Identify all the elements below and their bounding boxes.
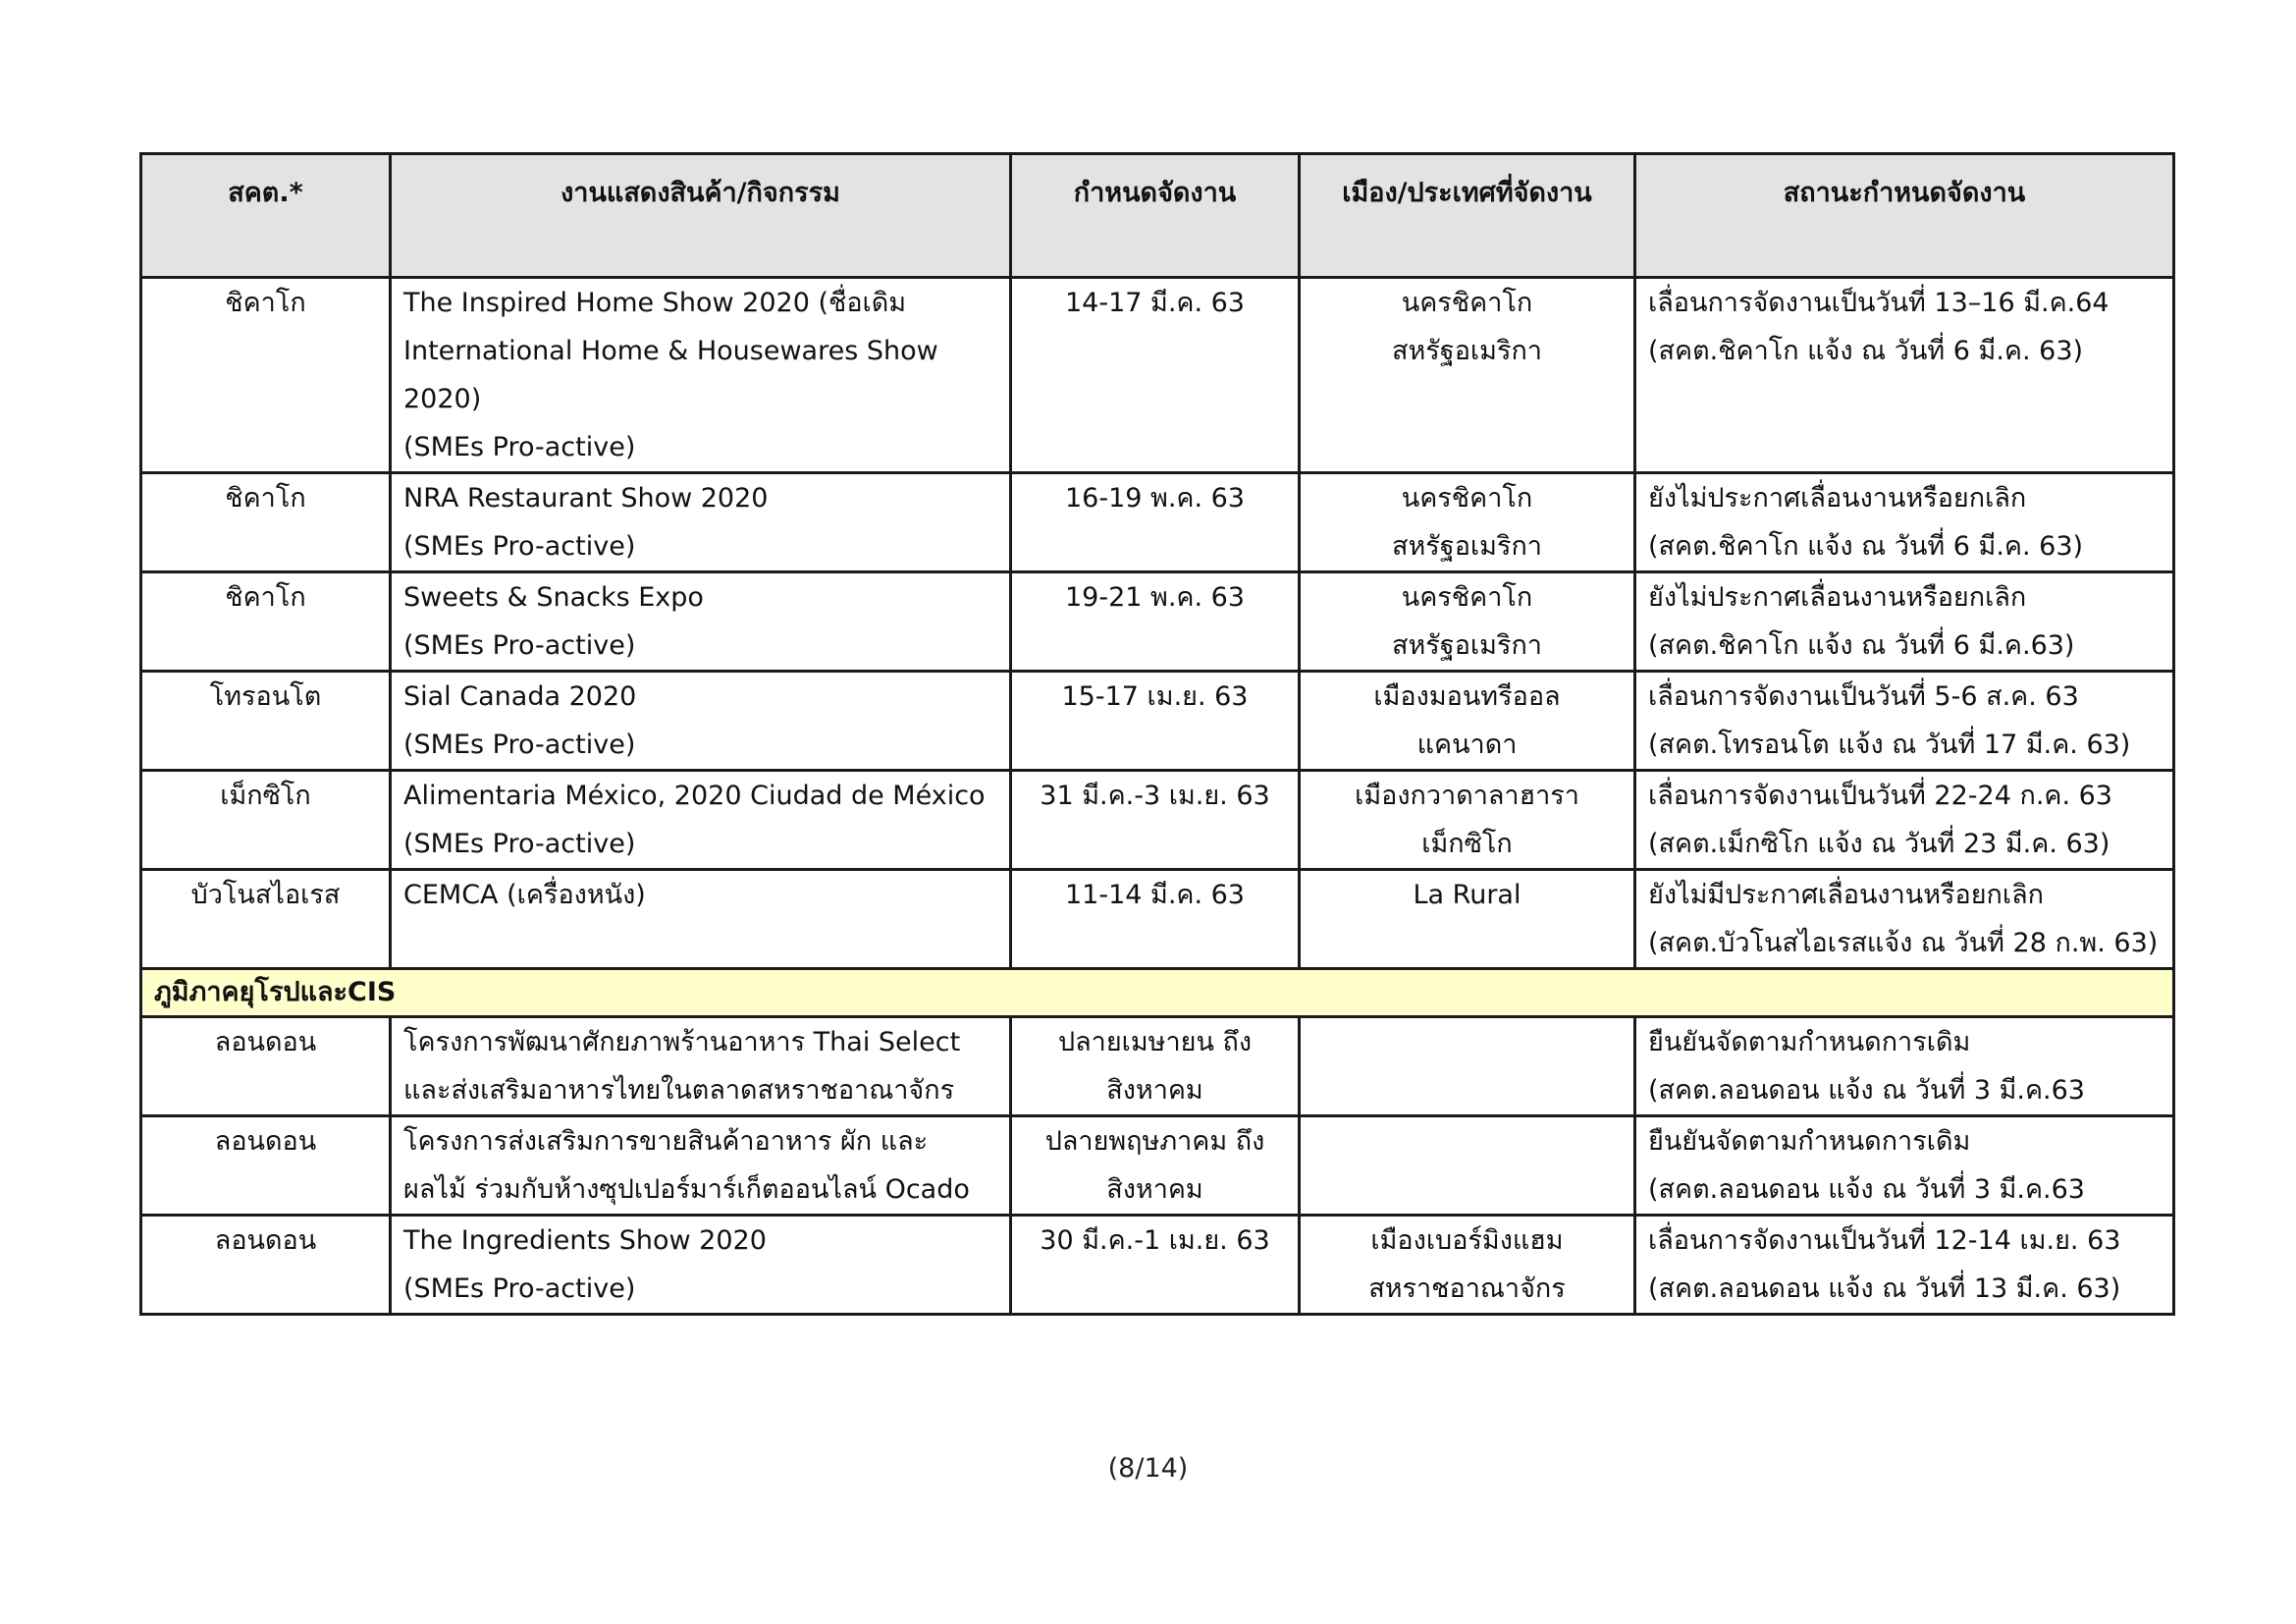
office-cell: ชิคาโก — [141, 278, 391, 473]
office-cell: ลอนดอน — [141, 1116, 391, 1216]
page-number: (8/14) — [1107, 1453, 1189, 1484]
event-cell: Sial Canada 2020 (SMEs Pro-active) — [391, 672, 1011, 771]
header-location: เมือง/ประเทศที่จัดงาน — [1300, 154, 1635, 278]
status-cell: ยังไม่ประกาศเลื่อนงานหรือยกเลิก (สคต.ชิคาโก แจ้ง ณ วันที่ 6 มี.ค. 63) — [1635, 473, 2174, 572]
header-status: สถานะกำหนดจัดงาน — [1635, 154, 2174, 278]
status-cell: เลื่อนการจัดงานเป็นวันที่ 12-14 เม.ย. 63 (สคต.ลอนดอน แจ้ง ณ วันที่ 13 มี.ค. 63) — [1635, 1216, 2174, 1315]
header-event: งานแสดงสินค้า/กิจกรรม — [391, 154, 1011, 278]
event-cell: Sweets & Snacks Expo (SMEs Pro-active) — [391, 572, 1011, 672]
office-cell: ลอนดอน — [141, 1216, 391, 1315]
event-cell: โครงการพัฒนาศักยภาพร้านอาหาร Thai Select และส่งเสริมอาหารไทยในตลาดสหราชอาณาจักร — [391, 1017, 1011, 1116]
location-cell: นครชิคาโก สหรัฐอเมริกา — [1300, 572, 1635, 672]
dates-cell: 30 มี.ค.-1 เม.ย. 63 — [1011, 1216, 1300, 1315]
dates-cell: 15-17 เม.ย. 63 — [1011, 672, 1300, 771]
table-row — [141, 473, 2174, 572]
location-cell — [1300, 1017, 1635, 1116]
table-row — [141, 1216, 2174, 1315]
header-dates: กำหนดจัดงาน — [1011, 154, 1300, 278]
location-cell: La Rural — [1300, 870, 1635, 969]
status-cell: ยืนยันจัดตามกำหนดการเดิม (สคต.ลอนดอน แจ้ง ณ วันที่ 3 มี.ค.63 — [1635, 1017, 2174, 1116]
table-row — [141, 572, 2174, 672]
table-row — [141, 1116, 2174, 1216]
office-cell: เม็กซิโก — [141, 771, 391, 870]
dates-cell: 31 มี.ค.-3 เม.ย. 63 — [1011, 771, 1300, 870]
table-row — [141, 870, 2174, 969]
location-cell: เมืองกวาดาลาฮารา เม็กซิโก — [1300, 771, 1635, 870]
event-cell: CEMCA (เครื่องหนัง) — [391, 870, 1011, 969]
location-cell — [1300, 1116, 1635, 1216]
table-row — [141, 771, 2174, 870]
event-cell: The Inspired Home Show 2020 (ชื่อเดิม International Home & Housewares Show 2020) (SMEs Pro-active) — [391, 278, 1011, 473]
office-cell: ชิคาโก — [141, 572, 391, 672]
event-schedule-table — [139, 152, 2175, 1316]
dates-cell: ปลายเมษายน ถึง สิงหาคม — [1011, 1017, 1300, 1116]
office-cell: โทรอนโต — [141, 672, 391, 771]
header-office: สคต.* — [141, 154, 391, 278]
office-cell: ลอนดอน — [141, 1017, 391, 1116]
office-cell: บัวโนสไอเรส — [141, 870, 391, 969]
event-cell: NRA Restaurant Show 2020 (SMEs Pro-active) — [391, 473, 1011, 572]
table-header-row — [141, 154, 2174, 278]
status-cell: ยังไม่มีประกาศเลื่อนงานหรือยกเลิก (สคต.บัวโนสไอเรสแจ้ง ณ วันที่ 28 ก.พ. 63) — [1635, 870, 2174, 969]
office-cell: ชิคาโก — [141, 473, 391, 572]
location-cell: นครชิคาโก สหรัฐอเมริกา — [1300, 278, 1635, 473]
location-cell: เมืองเบอร์มิงแฮม สหราชอาณาจักร — [1300, 1216, 1635, 1315]
status-cell: เลื่อนการจัดงานเป็นวันที่ 22-24 ก.ค. 63 (สคต.เม็กซิโก แจ้ง ณ วันที่ 23 มี.ค. 63) — [1635, 771, 2174, 870]
dates-cell: 19-21 พ.ค. 63 — [1011, 572, 1300, 672]
region-row — [141, 969, 2174, 1017]
event-cell: Alimentaria México, 2020 Ciudad de México (SMEs Pro-active) — [391, 771, 1011, 870]
status-cell: เลื่อนการจัดงานเป็นวันที่ 5-6 ส.ค. 63 (สคต.โทรอนโต แจ้ง ณ วันที่ 17 มี.ค. 63) — [1635, 672, 2174, 771]
region-label: ภูมิภาคยุโรปและCIS — [141, 969, 2174, 1017]
table-row — [141, 1017, 2174, 1116]
status-cell: ยืนยันจัดตามกำหนดการเดิม (สคต.ลอนดอน แจ้ง ณ วันที่ 3 มี.ค.63 — [1635, 1116, 2174, 1216]
dates-cell: 16-19 พ.ค. 63 — [1011, 473, 1300, 572]
table-row — [141, 278, 2174, 473]
table-row — [141, 672, 2174, 771]
status-cell: ยังไม่ประกาศเลื่อนงานหรือยกเลิก (สคต.ชิคาโก แจ้ง ณ วันที่ 6 มี.ค.63) — [1635, 572, 2174, 672]
status-cell: เลื่อนการจัดงานเป็นวันที่ 13–16 มี.ค.64 (สคต.ชิคาโก แจ้ง ณ วันที่ 6 มี.ค. 63) — [1635, 278, 2174, 473]
event-cell: The Ingredients Show 2020 (SMEs Pro-active) — [391, 1216, 1011, 1315]
dates-cell: ปลายพฤษภาคม ถึง สิงหาคม — [1011, 1116, 1300, 1216]
location-cell: เมืองมอนทรีออล แคนาดา — [1300, 672, 1635, 771]
event-cell: โครงการส่งเสริมการขายสินค้าอาหาร ผัก และ ผลไม้ ร่วมกับห้างซุปเปอร์มาร์เก็ตออนไลน์ Ocado — [391, 1116, 1011, 1216]
location-cell: นครชิคาโก สหรัฐอเมริกา — [1300, 473, 1635, 572]
dates-cell: 11-14 มี.ค. 63 — [1011, 870, 1300, 969]
dates-cell: 14-17 มี.ค. 63 — [1011, 278, 1300, 473]
